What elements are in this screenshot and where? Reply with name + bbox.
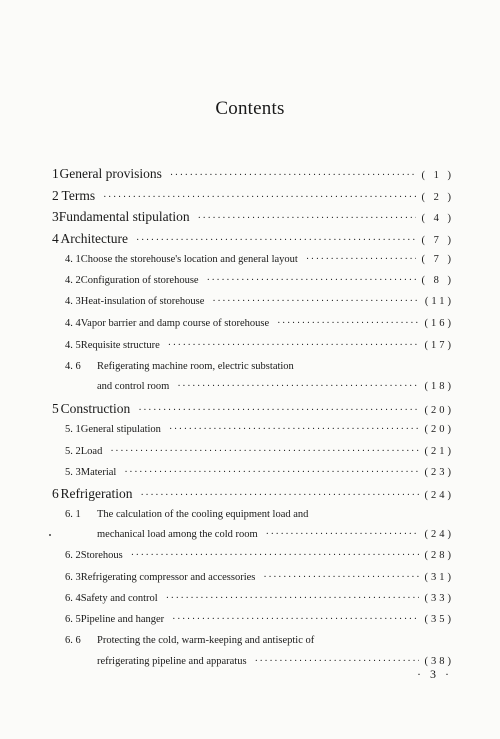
toc-entry[interactable]	[65, 275, 454, 286]
entry-number: 5. 2	[65, 446, 81, 457]
entry-title: Fundamental stipulation	[58, 209, 190, 224]
entry-page: ( 1 )	[421, 170, 454, 181]
leader-dots	[166, 593, 419, 604]
entry-number: 3	[52, 209, 59, 224]
entry-title: Storehous	[80, 550, 123, 561]
leader-dots	[212, 296, 419, 307]
leader-dots	[266, 529, 419, 540]
leader-dots	[168, 340, 419, 351]
leader-dots	[207, 275, 416, 286]
leader-dots	[169, 424, 419, 435]
leader-dots	[140, 490, 418, 501]
toc-entry[interactable]	[65, 424, 454, 435]
entry-number: 6. 6	[65, 635, 81, 646]
entry-title: General provisions	[59, 166, 162, 181]
entry-number: 4. 2	[65, 275, 81, 286]
entry-number: 4. 6	[65, 361, 81, 372]
entry-number: 4	[52, 231, 59, 246]
entry-title: Configuration of storehouse	[80, 275, 199, 286]
entry-page: (24)	[424, 490, 454, 501]
toc-entry[interactable]	[52, 209, 454, 225]
entry-page: (18)	[424, 381, 454, 392]
entry-number: 5. 3	[65, 467, 81, 478]
entry-title: Pipeline and hanger	[80, 614, 165, 625]
toc-entry[interactable]	[52, 166, 454, 182]
entry-title: Refrigerating compressor and accessories	[80, 572, 256, 583]
entry-page: (33)	[424, 593, 454, 604]
toc-entry[interactable]	[65, 340, 454, 351]
leader-dots	[103, 192, 415, 203]
toc-entry[interactable]	[52, 188, 454, 204]
leader-dots	[131, 550, 419, 561]
entry-title: Material	[80, 467, 117, 478]
entry-title: Requisite structure	[80, 340, 160, 351]
entry-page: ( 8 )	[421, 275, 454, 286]
leader-dots	[170, 170, 416, 181]
entry-title: Refrigeration	[60, 486, 133, 501]
leader-dots	[263, 572, 418, 583]
leader-dots	[138, 405, 418, 416]
entry-title: General stipulation	[80, 424, 161, 435]
entry-page: ( 7 )	[421, 254, 454, 265]
entry-number: 4. 1	[65, 254, 81, 265]
entry-page: (16)	[424, 318, 454, 329]
toc-entry[interactable]	[65, 296, 454, 307]
entry-number: 6	[52, 486, 59, 501]
toc-entry[interactable]	[65, 614, 454, 625]
toc-entry[interactable]	[52, 231, 454, 247]
leader-dots	[255, 656, 419, 667]
toc-entry[interactable]	[52, 486, 454, 502]
entry-number: 5. 1	[65, 424, 81, 435]
leader-dots	[198, 213, 416, 224]
entry-title: Safety and control	[80, 593, 158, 604]
entry-number: 6. 2	[65, 550, 81, 561]
toc-entry[interactable]	[65, 509, 454, 520]
entry-page: (21)	[424, 446, 454, 457]
toc-entry[interactable]	[52, 401, 454, 417]
toc-entry[interactable]	[65, 318, 454, 329]
entry-number: 4. 3	[65, 296, 81, 307]
leader-dots	[110, 446, 418, 457]
entry-page: (24)	[424, 529, 454, 540]
leader-dots	[172, 614, 418, 625]
toc-entry-continuation[interactable]	[97, 529, 454, 540]
toc-entry[interactable]	[65, 572, 454, 583]
entry-title: The calculation of the cooling equipment load and	[97, 509, 309, 520]
toc-entry[interactable]	[65, 550, 454, 561]
toc-entry[interactable]	[65, 593, 454, 604]
entry-number: 6. 3	[65, 572, 81, 583]
entry-number: 4. 5	[65, 340, 81, 351]
entry-number: 5	[52, 401, 59, 416]
toc-entry[interactable]	[65, 361, 454, 372]
scan-speck	[49, 534, 51, 536]
entry-title: Load	[80, 446, 103, 457]
entry-title: and control room	[97, 381, 170, 392]
entry-title: Refigerating machine room, electric substation	[97, 361, 294, 372]
page-title: Contents	[215, 98, 285, 119]
leader-dots	[277, 318, 418, 329]
entry-title: Protecting the cold, warm-keeping and antiseptic of	[97, 635, 315, 646]
entry-page: ( 2 )	[421, 192, 454, 203]
leader-dots	[136, 235, 415, 246]
entry-title: refrigerating pipeline and apparatus	[97, 656, 247, 667]
entry-title: Terms	[61, 188, 96, 203]
entry-page: (20)	[424, 424, 454, 435]
entry-number: 1	[52, 166, 59, 181]
entry-page: (11)	[424, 296, 454, 307]
entry-page: (38)	[424, 656, 454, 667]
entry-page: (17)	[424, 340, 454, 351]
entry-title: Choose the storehouse's location and general layout	[80, 254, 298, 265]
entry-title: Construction	[60, 401, 131, 416]
toc-entry[interactable]	[65, 446, 454, 457]
toc-entry-continuation[interactable]	[97, 656, 454, 667]
entry-page: (23)	[424, 467, 454, 478]
leader-dots	[177, 381, 418, 392]
leader-dots	[306, 254, 416, 265]
entry-page: (35)	[424, 614, 454, 625]
page-number: · 3 ·	[417, 667, 452, 681]
entry-number: 6. 5	[65, 614, 81, 625]
entry-number: 6. 1	[65, 509, 81, 520]
toc-entry-continuation[interactable]	[97, 381, 454, 392]
entry-number: 6. 4	[65, 593, 81, 604]
entry-title: mechanical load among the cold room	[97, 529, 258, 540]
toc-entry[interactable]	[65, 254, 454, 265]
entry-page: (31)	[424, 572, 454, 583]
entry-page: ( 4 )	[421, 213, 454, 224]
leader-dots	[124, 467, 418, 478]
entry-title: Vapor barrier and damp course of storehouse	[80, 318, 270, 329]
entry-number: 2	[52, 188, 59, 203]
entry-page: (20)	[424, 405, 454, 416]
toc-entry[interactable]	[65, 467, 454, 478]
entry-page: ( 7 )	[421, 235, 454, 246]
toc-entry[interactable]	[65, 635, 454, 646]
entry-page: (28)	[424, 550, 454, 561]
entry-number: 4. 4	[65, 318, 81, 329]
entry-title: Architecture	[60, 231, 129, 246]
entry-title: Heat-insulation of storehouse	[80, 296, 205, 307]
